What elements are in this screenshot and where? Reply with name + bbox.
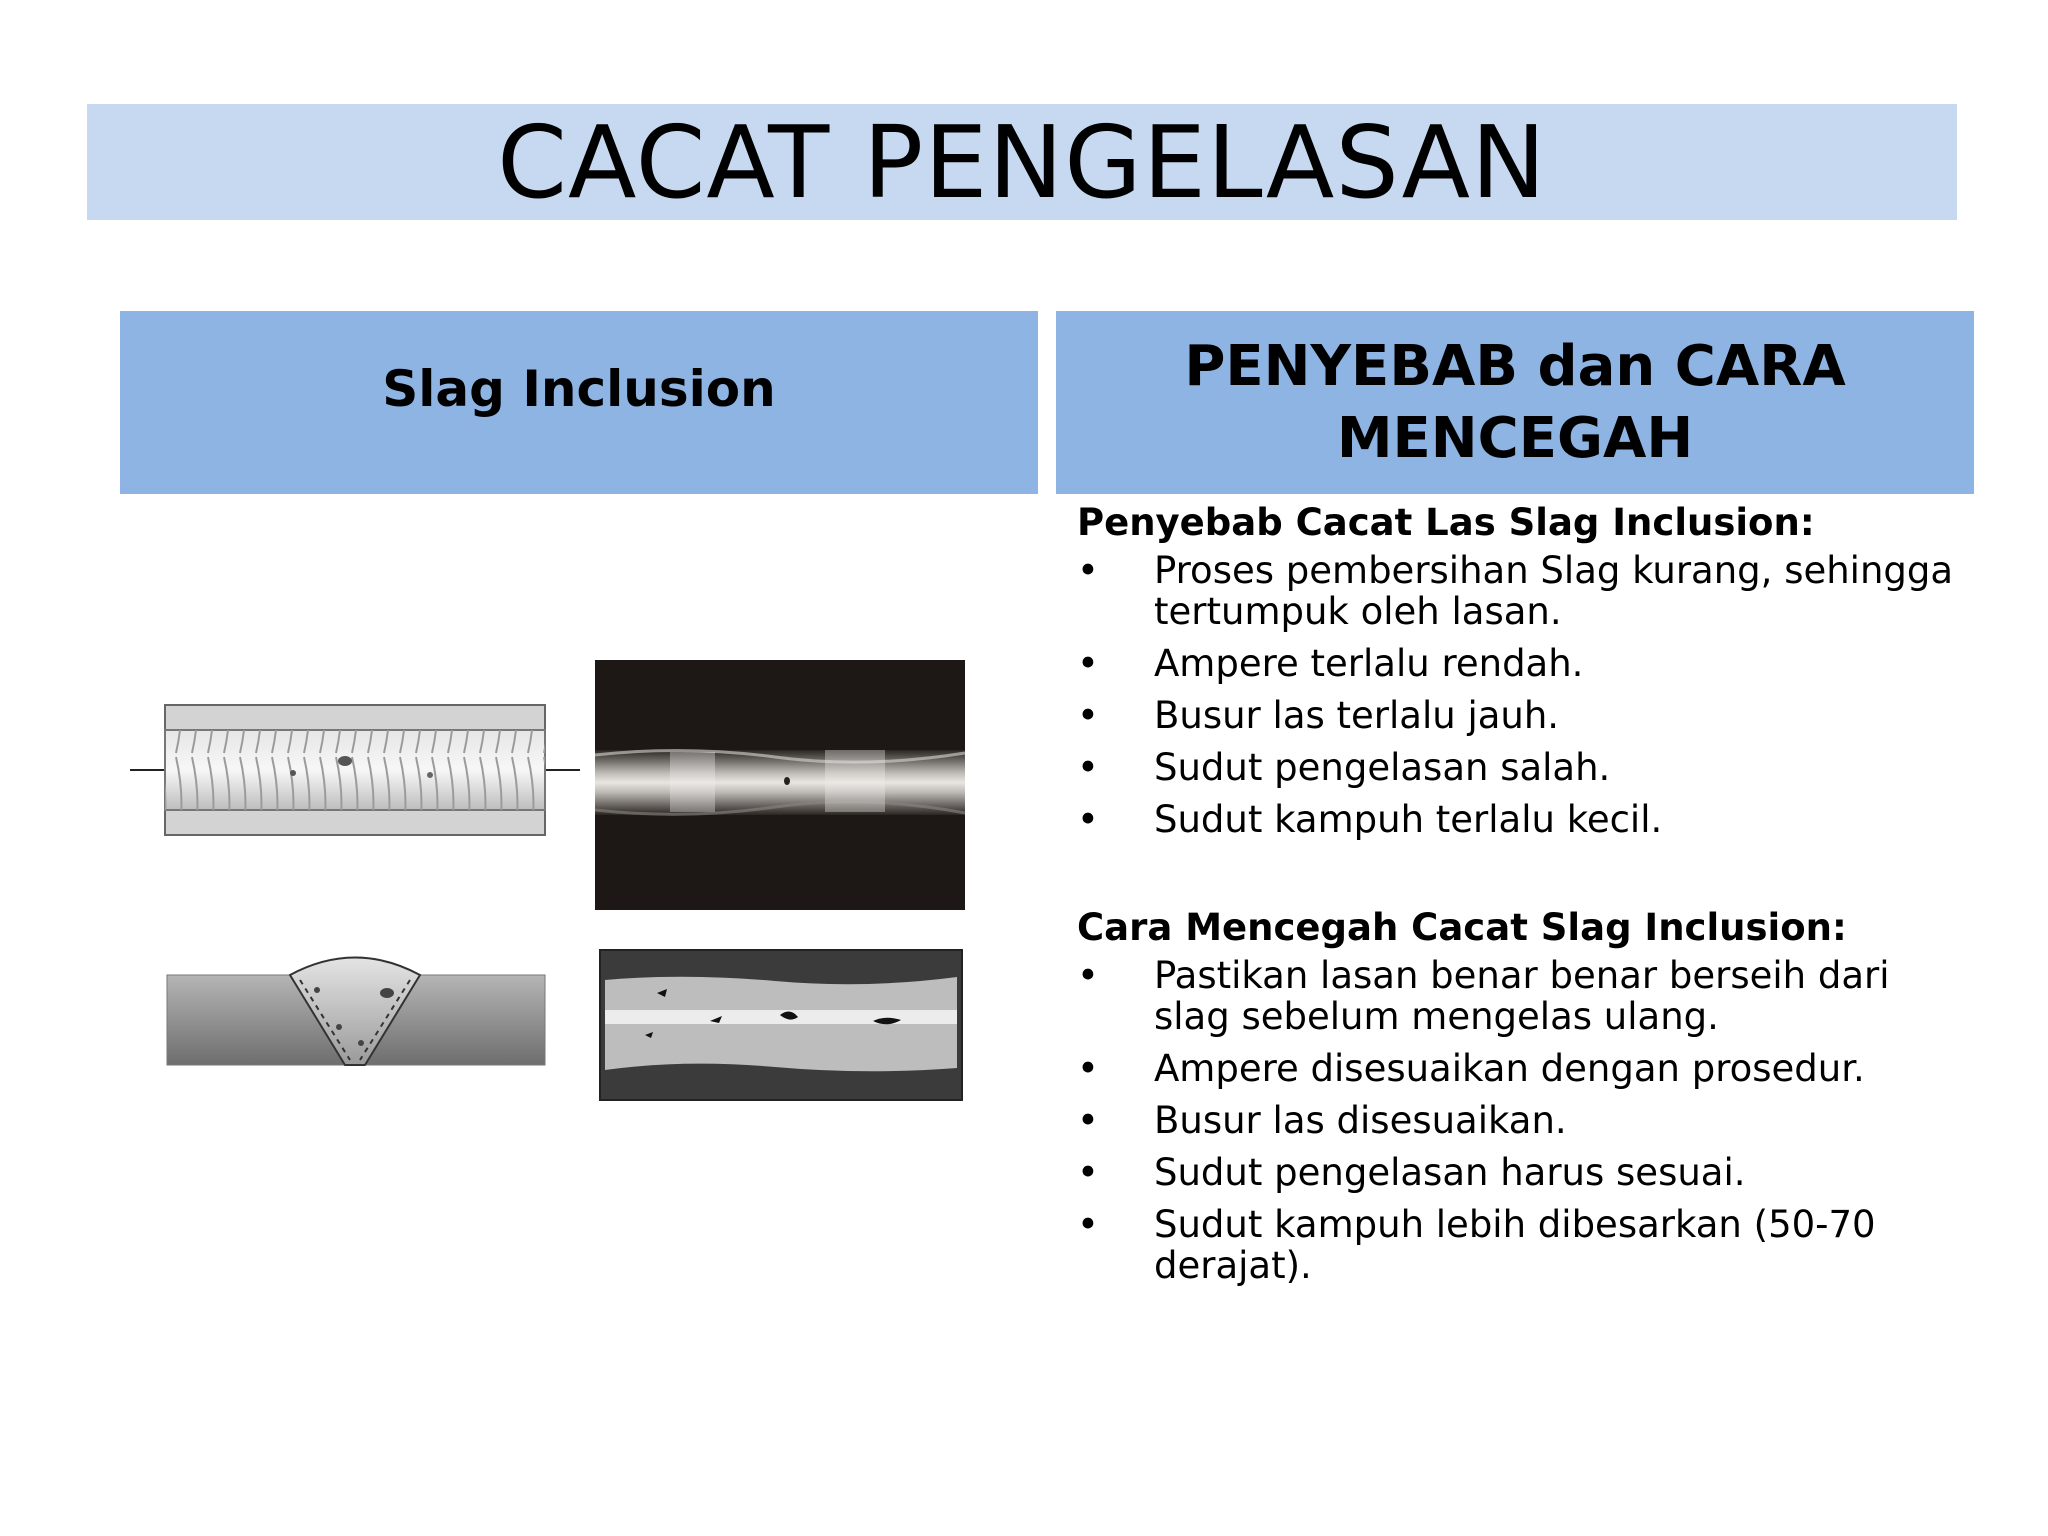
bullet: • bbox=[1077, 1099, 1099, 1142]
list-item: • Sudut kampuh terlalu kecil. bbox=[1077, 798, 1663, 841]
list-item: • Ampere terlalu rendah. bbox=[1077, 642, 1584, 685]
causes-list bbox=[1077, 550, 1957, 840]
list-item: • Sudut pengelasan harus sesuai. bbox=[1077, 1151, 1746, 1194]
title-bar bbox=[87, 104, 1957, 220]
list-item: • Ampere disesuaikan dengan prosedur. bbox=[1077, 1047, 1865, 1090]
list-item: • Sudut pengelasan salah. bbox=[1077, 746, 1611, 789]
prevention-heading: Cara Mencegah Cacat Slag Inclusion: bbox=[1077, 906, 1847, 949]
content-panel bbox=[1077, 498, 1957, 1297]
list-item: • Pastikan lasan benar benar berseih dari slag sebelum mengelas ulang. bbox=[1077, 954, 1890, 1038]
slide-title: CACAT PENGELASAN bbox=[497, 103, 1547, 221]
bullet: • bbox=[1077, 746, 1099, 789]
list-item: • Proses pembersihan Slag kurang, sehingga tertumpuk oleh lasan. bbox=[1077, 549, 1954, 633]
slag-inclusion-illustration bbox=[125, 655, 975, 1115]
bullet: • bbox=[1077, 954, 1099, 997]
weld-bead-top-view bbox=[130, 705, 580, 835]
list-item: • Busur las terlalu jauh. bbox=[1077, 694, 1560, 737]
causes-heading: Penyebab Cacat Las Slag Inclusion: bbox=[1077, 501, 1815, 544]
prevention-list bbox=[1077, 955, 1957, 1286]
weld-cross-section bbox=[167, 958, 545, 1066]
bullet: • bbox=[1077, 549, 1099, 592]
right-column-header: PENYEBAB dan CARA MENCEGAH bbox=[1056, 311, 1974, 494]
bullet: • bbox=[1077, 694, 1099, 737]
left-column-header: Slag Inclusion bbox=[120, 311, 1038, 494]
bullet: • bbox=[1077, 642, 1099, 685]
schematic-radiograph bbox=[600, 950, 962, 1100]
bullet: • bbox=[1077, 1151, 1099, 1194]
list-item: • Busur las disesuaikan. bbox=[1077, 1099, 1567, 1142]
bullet: • bbox=[1077, 1203, 1099, 1246]
bullet: • bbox=[1077, 798, 1099, 841]
list-item: • Sudut kampuh lebih dibesarkan (50-70 derajat). bbox=[1077, 1203, 1876, 1287]
xray-radiograph bbox=[595, 660, 965, 910]
bullet: • bbox=[1077, 1047, 1099, 1090]
